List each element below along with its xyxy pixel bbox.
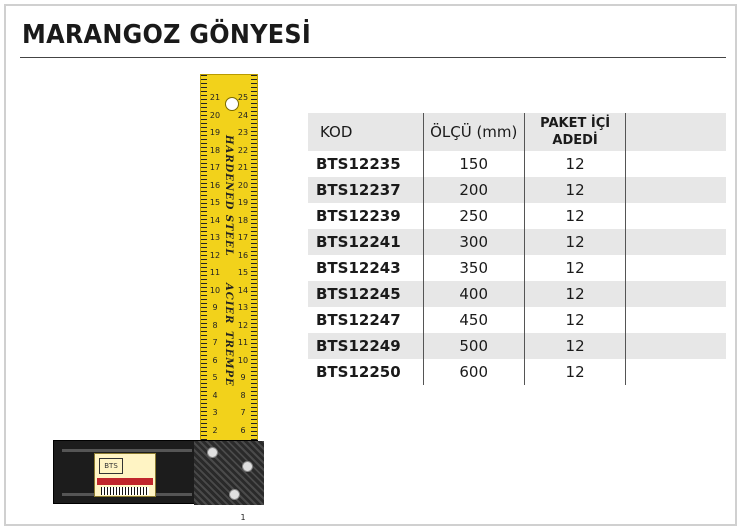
blade-text-trempe: TREMPE — [223, 331, 234, 387]
cell-pack-qty: 12 — [524, 255, 626, 281]
cell-empty — [626, 307, 726, 333]
rivet — [242, 461, 253, 472]
cell-empty — [626, 281, 726, 307]
scale-number: 7 — [240, 408, 246, 417]
cell-pack-qty: 12 — [524, 307, 626, 333]
title-divider — [20, 57, 726, 58]
scale-number: 19 — [209, 128, 221, 137]
cell-code: BTS12249 — [308, 333, 423, 359]
table-row — [308, 151, 726, 177]
scale-number: 5 — [212, 373, 218, 382]
scale-number: 13 — [237, 303, 249, 312]
scale-number: 17 — [209, 163, 221, 172]
scale-number: 23 — [237, 128, 249, 137]
cell-size: 200 — [423, 177, 524, 203]
header-pack-line2: ADEDİ — [552, 133, 598, 148]
scale-number: 12 — [237, 320, 249, 330]
label-stripe — [97, 478, 153, 485]
scale-number: 10 — [209, 285, 221, 295]
scale-number: 20 — [209, 110, 221, 120]
scale-number: 16 — [209, 180, 221, 190]
scale-number: 25 — [237, 93, 249, 102]
cell-code: BTS12245 — [308, 281, 423, 307]
product-label — [94, 453, 156, 497]
scale-number: 7 — [212, 338, 218, 347]
cell-code: BTS12235 — [316, 155, 401, 173]
header-pack-qty — [524, 113, 626, 151]
product-image-carpenter-square — [53, 74, 273, 522]
cell-size: 300 — [423, 229, 524, 255]
cell-pack-qty: 12 — [524, 151, 626, 177]
scale-number: 8 — [212, 320, 218, 330]
scale-number: 8 — [240, 390, 246, 400]
table-row — [308, 333, 726, 359]
cell-pack-qty: 12 — [524, 281, 626, 307]
cell-size: 450 — [423, 307, 524, 333]
scale-number: 21 — [209, 93, 221, 102]
scale-number: 11 — [209, 268, 221, 277]
cell-size: 400 — [423, 281, 524, 307]
scale-number: 10 — [237, 355, 249, 365]
square-stock — [53, 440, 258, 504]
cell-empty — [626, 177, 726, 203]
rivet — [229, 489, 240, 500]
table-row — [308, 307, 726, 333]
rivet — [207, 447, 218, 458]
cell-size: 150 — [423, 151, 524, 177]
scale-number: 16 — [237, 250, 249, 260]
scale-number: 6 — [240, 425, 246, 435]
blade-text-acier: ACIER — [223, 283, 234, 325]
table-row — [308, 203, 726, 229]
cell-code: BTS12243 — [316, 259, 401, 277]
scale-number: 9 — [212, 303, 218, 312]
scale-number: 22 — [237, 145, 249, 155]
cell-pack-qty: 12 — [524, 359, 626, 385]
stock-slot — [62, 449, 192, 452]
header-pack-line1: PAKET İÇİ — [540, 116, 611, 131]
scale-number: 17 — [237, 233, 249, 242]
cell-code: BTS12237 — [308, 177, 423, 203]
cell-code: BTS12241 — [308, 229, 423, 255]
scale-number: 12 — [209, 250, 221, 260]
scale-number: 13 — [209, 233, 221, 242]
blade-ticks-right — [251, 75, 257, 503]
scale-number: 20 — [237, 180, 249, 190]
blade-text-hardened-steel: HARDENED STEEL — [223, 135, 234, 257]
page-title: MARANGOZ GÖNYESİ — [22, 20, 312, 50]
cell-code: BTS12239 — [316, 207, 401, 225]
scale-number: 21 — [237, 163, 249, 172]
scale-number: 11 — [237, 338, 249, 347]
blade-ticks-left — [201, 75, 207, 503]
brand-logo: BTS — [99, 458, 123, 474]
header-empty — [626, 113, 726, 151]
scale-number: 14 — [237, 285, 249, 295]
scale-number: 15 — [237, 268, 249, 277]
scale-number: 3 — [212, 408, 218, 417]
cell-size: 250 — [423, 203, 524, 229]
barcode — [101, 487, 149, 495]
table-header-row — [308, 113, 726, 151]
cell-size: 350 — [423, 255, 524, 281]
cell-pack-qty: 12 — [524, 177, 626, 203]
scale-number: 4 — [212, 390, 218, 400]
scale-number: 6 — [212, 355, 218, 365]
cell-empty — [626, 229, 726, 255]
header-code: KOD — [308, 113, 423, 151]
scale-number: 18 — [209, 145, 221, 155]
cell-size: 500 — [423, 333, 524, 359]
scale-number: 1 — [240, 513, 246, 522]
product-code-table — [308, 113, 726, 385]
hanging-hole — [225, 97, 239, 111]
cell-empty — [626, 255, 726, 281]
cell-pack-qty: 12 — [524, 203, 626, 229]
scale-number: 15 — [209, 198, 221, 207]
cell-empty — [626, 333, 726, 359]
cell-code: BTS12250 — [316, 363, 401, 381]
cell-empty — [626, 359, 726, 385]
scale-number: 2 — [212, 425, 218, 435]
scale-number: 9 — [240, 373, 246, 382]
cell-size: 600 — [423, 359, 524, 385]
table-row — [308, 255, 726, 281]
table-row — [308, 177, 726, 203]
scale-number: 19 — [237, 198, 249, 207]
scale-number: 24 — [237, 110, 249, 120]
header-size: ÖLÇÜ (mm) — [423, 113, 524, 151]
cell-empty — [626, 203, 726, 229]
cell-pack-qty: 12 — [524, 333, 626, 359]
cell-pack-qty: 12 — [524, 229, 626, 255]
scale-number: 18 — [237, 215, 249, 225]
cell-code: BTS12247 — [316, 311, 401, 329]
scale-number: 14 — [209, 215, 221, 225]
table-row — [308, 229, 726, 255]
table-row — [308, 281, 726, 307]
cell-empty — [626, 151, 726, 177]
table-row — [308, 359, 726, 385]
